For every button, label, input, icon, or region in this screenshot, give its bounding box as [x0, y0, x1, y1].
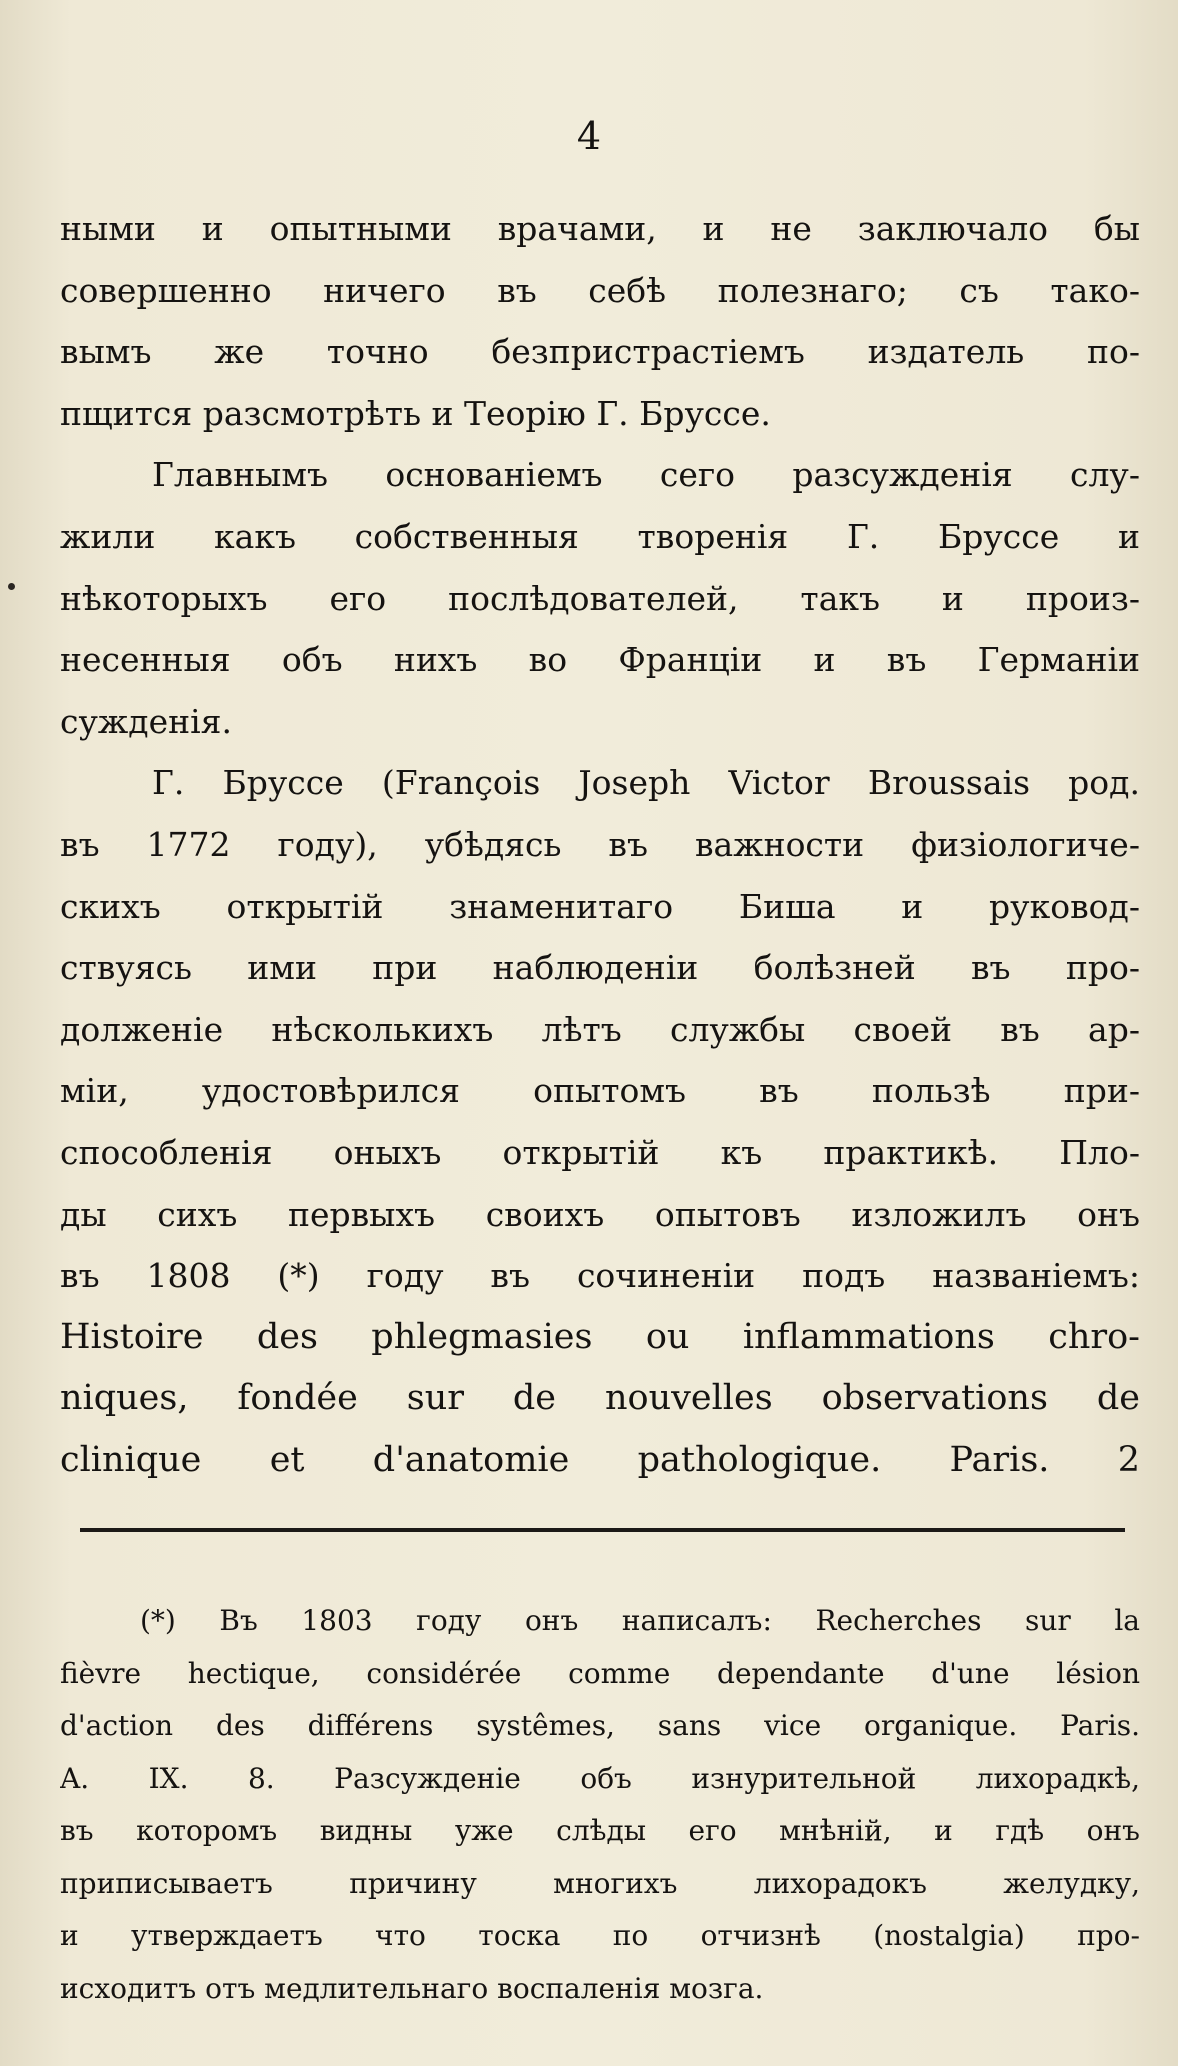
- main-text: [60, 198, 1140, 1491]
- text-line: Г. Бруссе (François Joseph Victor Broussais род.: [152, 763, 1140, 803]
- text-line: нѣкоторыхъ его послѣдователей, такъ и произ-: [60, 578, 1140, 618]
- text-line: долженiе нѣсколькихъ лѣтъ службы своей въ ар-: [60, 1009, 1140, 1049]
- text-line: ды сихъ первыхъ своихъ опытовъ изложилъ онъ: [60, 1194, 1140, 1234]
- footnote: [60, 1595, 1140, 2015]
- text-line: Главнымъ основанiемъ сего разсужденiя слу-: [152, 455, 1140, 495]
- text-line: скихъ открытiй знаменитаго Биша и руковод-: [60, 886, 1140, 926]
- text-line: совершенно ничего въ себѣ полезнаго; съ тако-: [60, 270, 1140, 310]
- text-line: пщится разсмотрѣть и Теорiю Г. Бруссе.: [60, 393, 771, 433]
- ink-speck: [8, 583, 15, 590]
- text-line: сужденiя.: [60, 701, 232, 741]
- footnote-line: исходитъ отъ медлительнаго воспаленiя мозга.: [60, 1971, 764, 2005]
- footnote-line: d'action des différens systêmes, sans vice organique. Paris.: [60, 1709, 1140, 1742]
- text-line: жили какъ собственныя творенiя Г. Бруссе и: [60, 516, 1140, 556]
- text-line: способленiя оныхъ открытiй къ практикѣ. Пло-: [60, 1132, 1140, 1172]
- text-line: мiи, удостовѣрился опытомъ въ пользѣ при-: [60, 1071, 1140, 1111]
- text-line: въ 1808 (*) году въ сочиненiи подъ названiемъ:: [60, 1256, 1140, 1296]
- footnote-line: (*) Въ 1803 году онъ написалъ: Recherches sur la: [140, 1604, 1140, 1637]
- text-line: несенныя объ нихъ во Францiи и въ Германiи: [60, 640, 1140, 680]
- footnote-separator: [80, 1528, 1125, 1532]
- text-line: Histoire des phlegmasies ou inflammations chro-: [60, 1316, 1140, 1357]
- text-line: niques, fondée sur de nouvelles observations de: [60, 1378, 1140, 1419]
- footnote-line: A. IX. 8. Разсужденiе объ изнурительной лихорадкѣ,: [60, 1761, 1140, 1795]
- footnote-line: fièvre hectique, considérée comme dependante d'une lésion: [60, 1656, 1140, 1690]
- text-line: ными и опытными врачами, и не заключало бы: [60, 209, 1140, 248]
- footnote-line: въ которомъ видны уже слѣды его мнѣнiй, и гдѣ онъ: [60, 1814, 1140, 1847]
- text-line: clinique et d'anatomie pathologique. Paris. 2: [60, 1439, 1140, 1480]
- footnote-line: и утверждаетъ что тоска по отчизнѣ (nostalgia) про-: [60, 1919, 1140, 1952]
- text-line: ствуясь ими при наблюденiи болѣзней въ про-: [60, 948, 1140, 988]
- text-line: въ 1772 году), убѣдясь въ важности физiологиче-: [60, 824, 1140, 864]
- text-line: вымъ же точно безпристрастiемъ издатель по-: [60, 332, 1140, 372]
- footnote-line: приписываетъ причину многихъ лихорадокъ желудку,: [60, 1866, 1140, 1900]
- page-number: 4: [576, 114, 602, 158]
